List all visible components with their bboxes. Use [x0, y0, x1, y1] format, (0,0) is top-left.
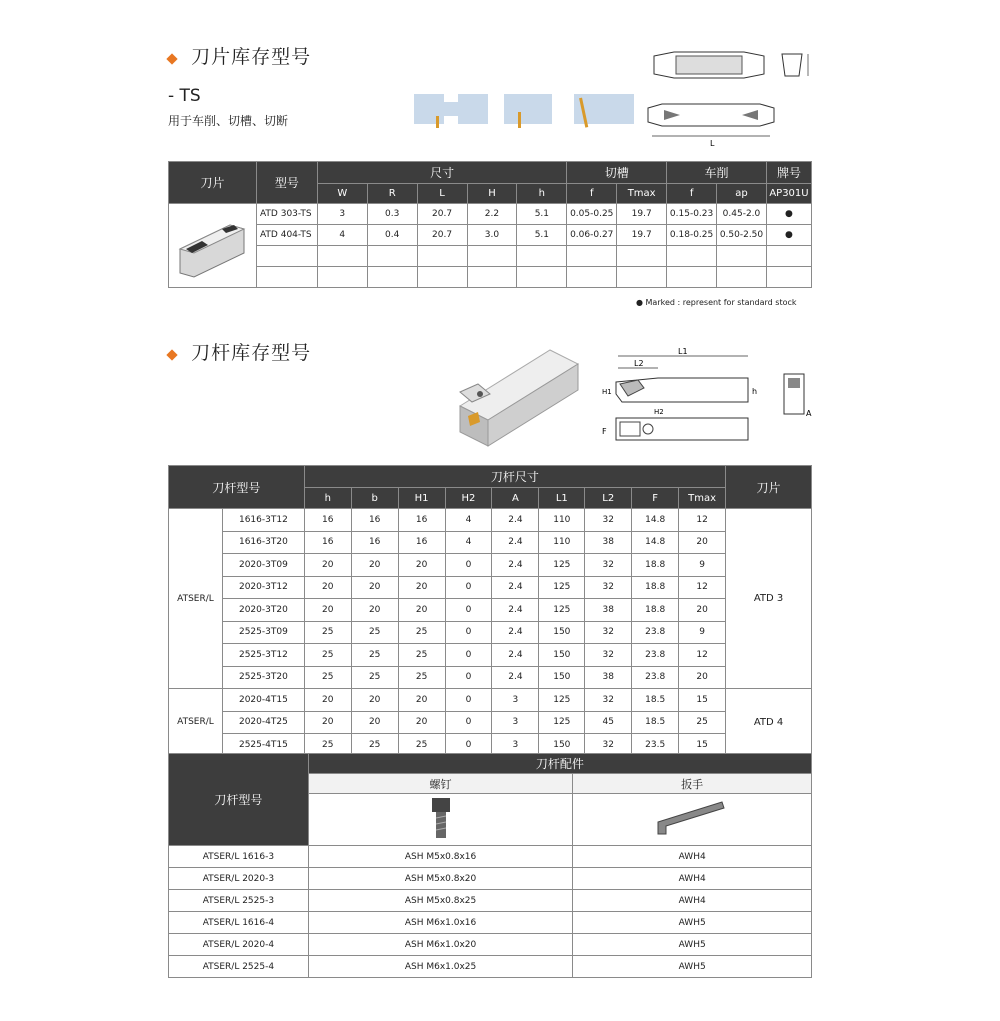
table-cell: 23.8: [632, 666, 679, 689]
accessory-table: [168, 753, 812, 978]
col-acc-header: 刀杆配件: [308, 754, 811, 774]
table-cell: 45: [585, 711, 632, 734]
table-cell: 25: [679, 711, 726, 734]
table-cell: ATSER/L 1616-3: [169, 846, 309, 868]
table-cell: 32: [585, 734, 632, 757]
table-cell: 25: [304, 621, 351, 644]
series-label: - TS: [168, 86, 201, 106]
holder-h1-label: H1: [602, 388, 612, 396]
table-cell: 20: [304, 711, 351, 734]
table-cell: AWH5: [573, 956, 812, 978]
table-cell: ATD 303-TS: [256, 204, 317, 225]
table-cell: 20: [398, 711, 445, 734]
table-cell: ASH M5x0.8x25: [308, 890, 573, 912]
table-cell: 0.4: [367, 225, 417, 246]
accessory-table-body: [169, 846, 812, 978]
table-cell: 0: [445, 689, 492, 712]
grooving-operations-illustration: [414, 92, 636, 132]
table-cell: 20: [304, 576, 351, 599]
table-cell: 2.4: [492, 644, 539, 667]
table-cell: 2020-4T25: [222, 711, 304, 734]
screw-icon: [426, 796, 456, 840]
table-cell: 150: [539, 621, 585, 644]
series-desc: 用于车削、切槽、切断: [168, 114, 289, 128]
table-cell: 0: [445, 666, 492, 689]
sub-header: Tmax: [679, 488, 726, 509]
col-holder-dims-header: 刀杆尺寸: [304, 466, 725, 488]
key-image-cell: [573, 794, 812, 846]
table-row: [169, 666, 812, 689]
sub-header: f: [667, 184, 717, 204]
table-cell: 23.8: [632, 621, 679, 644]
table-cell: 19.7: [617, 225, 667, 246]
table-cell: 16: [398, 531, 445, 554]
table-cell: 2020-3T20: [222, 599, 304, 622]
table-cell: 32: [585, 554, 632, 577]
table-cell: 0.05-0.25: [567, 204, 617, 225]
sub-header: h: [517, 184, 567, 204]
table-cell: 110: [539, 509, 585, 532]
col-holder-model-header: 刀杆型号: [169, 466, 305, 509]
sub-header: H2: [445, 488, 492, 509]
table-cell: 16: [304, 531, 351, 554]
table-cell: 0.18-0.25: [667, 225, 717, 246]
table-cell: 25: [398, 644, 445, 667]
section2-header: [168, 338, 311, 365]
table-cell: 9: [679, 554, 726, 577]
table-cell: 150: [539, 666, 585, 689]
bullet-icon: [166, 53, 177, 64]
table-cell: 38: [585, 599, 632, 622]
table-cell: 20: [351, 689, 398, 712]
table-cell: 25: [351, 666, 398, 689]
table-cell: 125: [539, 599, 585, 622]
table-cell: 3: [492, 689, 539, 712]
table-cell: 125: [539, 689, 585, 712]
col-model-header: 型号: [256, 162, 317, 204]
group-name-cell: ATSER/L: [169, 689, 223, 757]
table-cell: 2020-3T12: [222, 576, 304, 599]
table-cell: 2020-4T15: [222, 689, 304, 712]
table-cell: 18.5: [632, 689, 679, 712]
table-cell: 0: [445, 576, 492, 599]
col-grade-header: 牌号: [766, 162, 811, 184]
table-row: [169, 689, 812, 712]
section1-title: 刀片库存型号: [191, 46, 312, 68]
table-cell: 0: [445, 711, 492, 734]
table-cell: 0.50-2.50: [717, 225, 767, 246]
table-cell: 2.4: [492, 576, 539, 599]
col-groove-header: 切槽: [567, 162, 667, 184]
table-cell: 20: [679, 531, 726, 554]
table-cell: ATSER/L 2020-4: [169, 934, 309, 956]
table-row: [169, 621, 812, 644]
table-cell: 2020-3T09: [222, 554, 304, 577]
sub-header: h: [304, 488, 351, 509]
sub-header: f: [567, 184, 617, 204]
table-cell: 125: [539, 711, 585, 734]
table-cell: 0: [445, 621, 492, 644]
stock-mark: ●: [766, 204, 811, 225]
table-cell: 15: [679, 734, 726, 757]
table-cell: 0.45-2.0: [717, 204, 767, 225]
section2-title: 刀杆库存型号: [191, 342, 312, 364]
blade-cell: ATD 4: [726, 689, 812, 757]
sub-header: F: [632, 488, 679, 509]
table-cell: 0.06-0.27: [567, 225, 617, 246]
table-cell: 2525-4T15: [222, 734, 304, 757]
insert-drawing: [644, 48, 814, 148]
holder-photo: [450, 344, 582, 448]
holder-table-body: [169, 509, 812, 757]
table-cell: 18.5: [632, 711, 679, 734]
table-cell: 3.0: [467, 225, 517, 246]
table-cell: 18.8: [632, 554, 679, 577]
sub-header: Tmax: [617, 184, 667, 204]
table-cell: 20: [304, 689, 351, 712]
table-cell: 25: [304, 734, 351, 757]
sub-header: b: [351, 488, 398, 509]
table-cell: 2.4: [492, 554, 539, 577]
sub-header: A: [492, 488, 539, 509]
table-cell: 14.8: [632, 509, 679, 532]
table-cell: 5.1: [517, 204, 567, 225]
holder-l2-label: L2: [634, 359, 644, 368]
table-cell: ASH M5x0.8x20: [308, 868, 573, 890]
table-row: [169, 531, 812, 554]
stock-mark: ●: [766, 225, 811, 246]
table-row: [169, 509, 812, 532]
table-cell: 32: [585, 644, 632, 667]
table-cell: AWH5: [573, 912, 812, 934]
table-cell: 20: [398, 689, 445, 712]
table-cell: 2.4: [492, 531, 539, 554]
table-row: [169, 644, 812, 667]
table-cell: 2.4: [492, 666, 539, 689]
table-cell: 12: [679, 644, 726, 667]
table-cell: 15: [679, 689, 726, 712]
stock-note: ● Marked : represent for standard stock: [636, 298, 797, 307]
table-cell: 0: [445, 554, 492, 577]
table-cell: 18.8: [632, 599, 679, 622]
table-cell: ASH M6x1.0x25: [308, 956, 573, 978]
table-cell: 25: [351, 734, 398, 757]
table-cell: 20: [679, 666, 726, 689]
table-cell: 110: [539, 531, 585, 554]
table-cell: 150: [539, 644, 585, 667]
table-cell: 25: [398, 621, 445, 644]
table-cell: 20: [398, 576, 445, 599]
table-cell: 20: [351, 554, 398, 577]
table-cell: 20: [679, 599, 726, 622]
table-cell: 0: [445, 599, 492, 622]
table-row: [169, 934, 812, 956]
sub-header: L: [417, 184, 467, 204]
bullet-icon: [166, 349, 177, 360]
table-cell: 0.15-0.23: [667, 204, 717, 225]
table-cell: ASH M5x0.8x16: [308, 846, 573, 868]
table-cell: ATSER/L 2525-3: [169, 890, 309, 912]
table-cell: 19.7: [617, 204, 667, 225]
table-cell: ATSER/L 2525-4: [169, 956, 309, 978]
sub-header: ap: [717, 184, 767, 204]
table-cell: 20: [351, 576, 398, 599]
holder-length-label: L1: [678, 347, 688, 356]
table-cell: ATSER/L 2020-3: [169, 868, 309, 890]
insert-length-label: L: [710, 139, 715, 148]
table-cell: 25: [351, 621, 398, 644]
table-cell: 25: [304, 644, 351, 667]
table-row: [169, 711, 812, 734]
holder-h-label: h: [752, 387, 758, 396]
table-cell: 20: [398, 599, 445, 622]
table-cell: 5.1: [517, 225, 567, 246]
sub-header: H: [467, 184, 517, 204]
table-cell: 25: [398, 666, 445, 689]
table-cell: 38: [585, 666, 632, 689]
col-turn-header: 车削: [667, 162, 767, 184]
screw-image-cell: [308, 794, 573, 846]
sub-header: L1: [539, 488, 585, 509]
col-blade-header: 刀片: [169, 162, 257, 204]
hex-key-icon: [652, 796, 732, 840]
table-cell: 38: [585, 531, 632, 554]
table-row: [169, 868, 812, 890]
table-cell: 4: [445, 531, 492, 554]
table-cell: 4: [445, 509, 492, 532]
table-row: [169, 846, 812, 868]
table-cell: 23.8: [632, 644, 679, 667]
table-cell: 20: [398, 554, 445, 577]
holder-stock-table: [168, 465, 812, 757]
table-cell: 32: [585, 509, 632, 532]
col-screw-header: 螺钉: [308, 774, 573, 794]
table-cell: 2.2: [467, 204, 517, 225]
table-cell: 20: [351, 599, 398, 622]
table-cell: 20.7: [417, 204, 467, 225]
sub-header: AP301U: [766, 184, 811, 204]
table-row: [169, 890, 812, 912]
blade-cell: ATD 3: [726, 509, 812, 689]
col-holder-blade-header: 刀片: [726, 466, 812, 509]
table-row: [169, 599, 812, 622]
table-cell: 3: [492, 711, 539, 734]
table-cell: 25: [351, 644, 398, 667]
table-row: [169, 576, 812, 599]
table-cell: 32: [585, 621, 632, 644]
table-cell: ATSER/L 1616-4: [169, 912, 309, 934]
table-cell: 20: [304, 554, 351, 577]
insert-stock-table: [168, 161, 812, 288]
table-cell: 3: [492, 734, 539, 757]
table-cell: 16: [351, 531, 398, 554]
table-cell: 0: [445, 644, 492, 667]
sub-header: R: [367, 184, 417, 204]
table-cell: 2.4: [492, 621, 539, 644]
table-cell: 16: [351, 509, 398, 532]
sub-header: H1: [398, 488, 445, 509]
table-cell: 125: [539, 554, 585, 577]
table-cell: 20.7: [417, 225, 467, 246]
holder-h2-label: H2: [654, 408, 664, 416]
table-cell: 18.8: [632, 576, 679, 599]
table-cell: 16: [304, 509, 351, 532]
table-cell: 0.3: [367, 204, 417, 225]
col-dims-header: 尺寸: [317, 162, 566, 184]
table-cell: 2.4: [492, 599, 539, 622]
table-cell: 1616-3T12: [222, 509, 304, 532]
table-cell: 16: [398, 509, 445, 532]
table-cell: 2525-3T20: [222, 666, 304, 689]
table-cell: 125: [539, 576, 585, 599]
table-cell: 9: [679, 621, 726, 644]
table-cell: ASH M6x1.0x16: [308, 912, 573, 934]
table-cell: ATD 404-TS: [256, 225, 317, 246]
col-acc-model-header: 刀杆型号: [169, 754, 309, 846]
table-cell: 20: [351, 711, 398, 734]
table-cell: 14.8: [632, 531, 679, 554]
insert-photo-cell: [169, 204, 257, 288]
table-cell: 150: [539, 734, 585, 757]
table-cell: 25: [398, 734, 445, 757]
table-cell: 4: [317, 225, 367, 246]
table-cell: ASH M6x1.0x20: [308, 934, 573, 956]
table-cell: 12: [679, 576, 726, 599]
col-key-header: 扳手: [573, 774, 812, 794]
table-cell: AWH4: [573, 846, 812, 868]
table-cell: 3: [317, 204, 367, 225]
table-row: [169, 912, 812, 934]
holder-drawing: [598, 344, 816, 444]
table-cell: 12: [679, 509, 726, 532]
sub-header: W: [317, 184, 367, 204]
table-row: [169, 956, 812, 978]
sub-header: L2: [585, 488, 632, 509]
table-cell: AWH5: [573, 934, 812, 956]
table-cell: 1616-3T20: [222, 531, 304, 554]
table-cell: 0: [445, 734, 492, 757]
holder-a-label: A: [806, 409, 812, 418]
section1-header: [168, 42, 311, 69]
insert-photo: [172, 209, 252, 279]
table-row: [169, 554, 812, 577]
table-cell: 2525-3T09: [222, 621, 304, 644]
table-cell: 2525-3T12: [222, 644, 304, 667]
table-cell: 2.4: [492, 509, 539, 532]
table-cell: 32: [585, 689, 632, 712]
table-cell: AWH4: [573, 890, 812, 912]
table-cell: 20: [304, 599, 351, 622]
holder-f-label: F: [602, 427, 607, 436]
table-cell: 32: [585, 576, 632, 599]
group-name-cell: ATSER/L: [169, 509, 223, 689]
table-cell: AWH4: [573, 868, 812, 890]
table-cell: 23.5: [632, 734, 679, 757]
table-cell: 25: [304, 666, 351, 689]
